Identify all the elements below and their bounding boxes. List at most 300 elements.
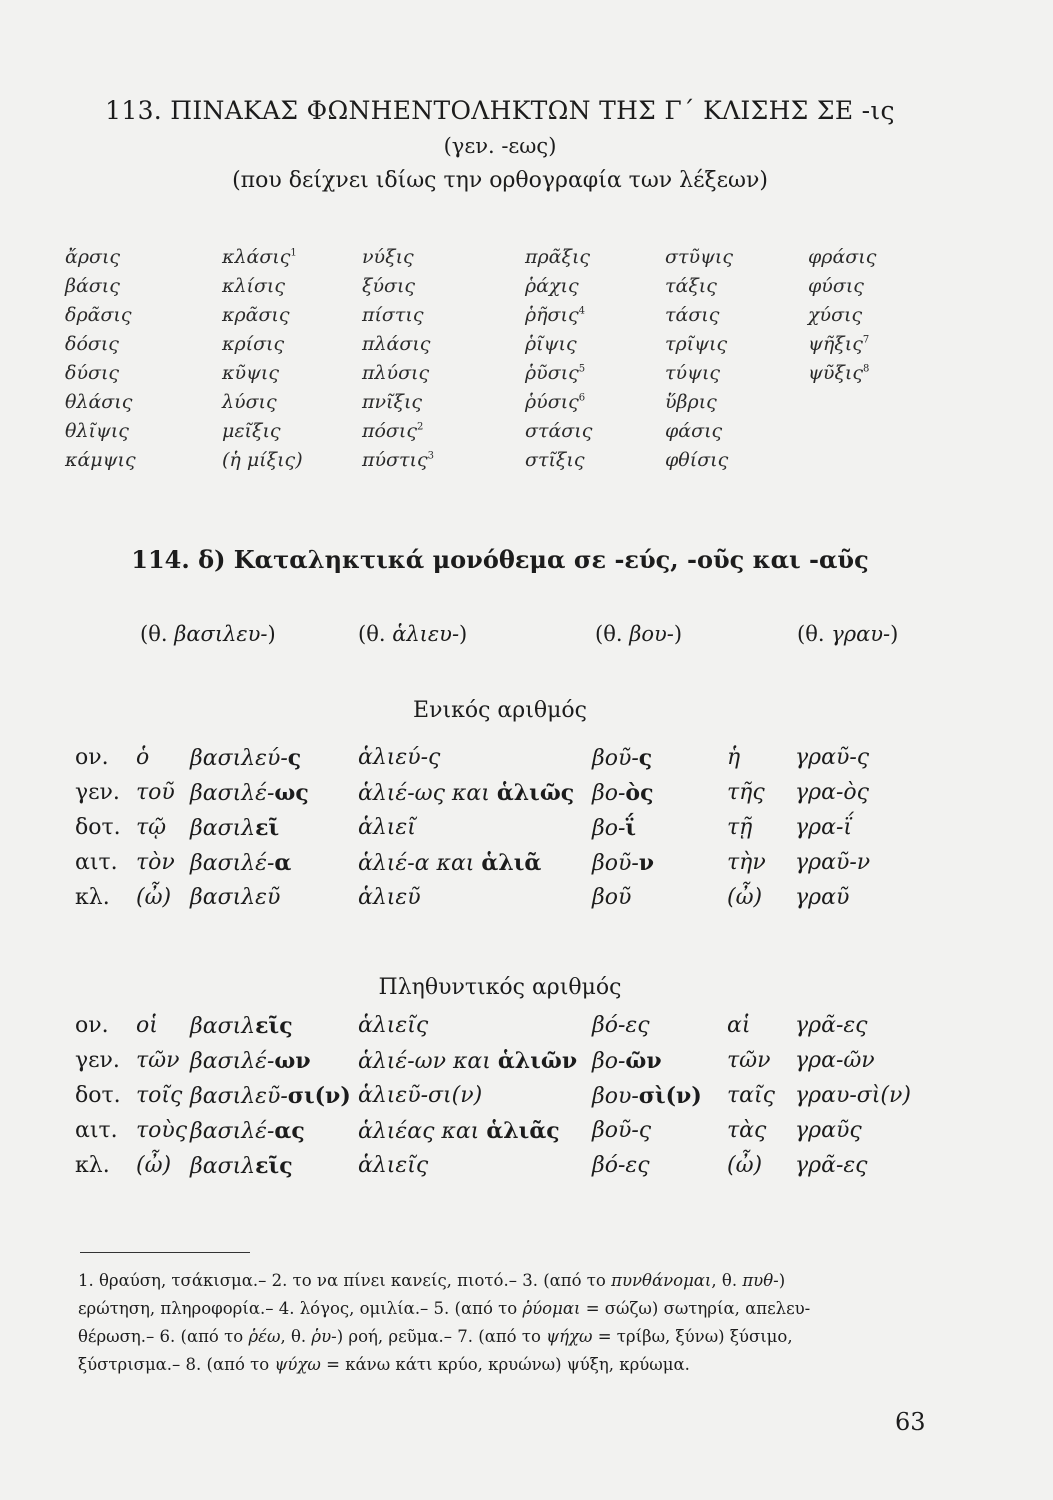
word-text: στάσις xyxy=(525,420,593,442)
word-entry xyxy=(362,449,434,471)
form-text: βο- xyxy=(592,816,626,841)
footnote-marker: 6 xyxy=(578,392,586,404)
form-halieus xyxy=(358,815,416,840)
word-entry xyxy=(665,362,720,384)
word-text: θλῖψις xyxy=(65,420,129,442)
form-bous xyxy=(592,1048,662,1074)
ending-bold: ων xyxy=(274,1048,311,1074)
word-entry xyxy=(362,275,415,297)
form-text: τὴν xyxy=(727,850,766,875)
form-text: (ὦ) xyxy=(136,885,172,910)
form-text: ἁλιεύ-ς xyxy=(358,745,441,770)
article-feminine xyxy=(727,1048,770,1073)
word-entry xyxy=(362,391,422,413)
article-feminine xyxy=(727,745,740,770)
form-text: τῷ xyxy=(136,815,167,840)
word-entry xyxy=(222,391,277,413)
form-text: τοῖς xyxy=(136,1083,183,1108)
word-text: ξύσις xyxy=(362,275,416,297)
footnote-marker: 1 xyxy=(290,247,297,259)
word-entry xyxy=(222,246,297,268)
word-text: τρῖψις xyxy=(665,333,728,355)
form-text: τοὺς xyxy=(136,1118,188,1143)
fn-italic: ῥύομαι xyxy=(522,1299,581,1318)
theme-halieu xyxy=(358,622,467,646)
word-entry xyxy=(665,391,717,413)
form-text: βοῦ- xyxy=(592,746,639,771)
form-text: γραῦ-ν xyxy=(795,850,871,875)
word-text: φύσις xyxy=(808,275,864,297)
footnote-marker: 4 xyxy=(578,305,585,317)
word-entry xyxy=(222,333,284,355)
page-number: 63 xyxy=(895,1408,926,1436)
case-label xyxy=(75,1048,120,1073)
ending-bold: ν xyxy=(638,850,655,876)
word-entry xyxy=(222,420,281,442)
form-basileus xyxy=(190,1013,293,1039)
theme-suffix: ) xyxy=(673,622,683,646)
form-text: γραῦς xyxy=(795,1118,862,1143)
theme-prefix: (θ. xyxy=(358,622,393,646)
form-text: ὁ xyxy=(136,745,150,770)
form-graus xyxy=(795,1013,868,1038)
form-basileus xyxy=(190,1048,311,1074)
word-entry xyxy=(525,333,577,355)
word-text: κλίσις xyxy=(222,275,286,297)
case-label xyxy=(75,1153,110,1178)
word-entry xyxy=(362,333,430,355)
form-text: ἁλιεῖ xyxy=(358,815,416,840)
form-graus xyxy=(795,1118,862,1143)
article xyxy=(136,815,166,840)
word-entry xyxy=(665,275,717,297)
form-bous xyxy=(592,745,652,771)
word-text: πύστις xyxy=(362,449,428,471)
form-graus xyxy=(795,885,849,910)
theme-prefix: (θ. xyxy=(797,622,832,646)
form-text: βασιλέ- xyxy=(190,1049,275,1074)
form-text: βασιλεῦ xyxy=(190,885,281,910)
form-text: βου- xyxy=(592,1084,639,1109)
word-text: θλάσις xyxy=(65,391,133,413)
word-text: φθίσις xyxy=(665,449,729,471)
fn-text: 1. θραύση, τσάκισμα.– 2. το να πίνει κανείς, πιοτό.– 3. (από το xyxy=(78,1271,612,1290)
word-text: κρᾶσις xyxy=(222,304,290,326)
form-text: βοῦ xyxy=(592,885,632,910)
word-entry xyxy=(665,246,733,268)
word-entry xyxy=(525,275,579,297)
form-text: (ὦ) xyxy=(136,1153,172,1178)
form-text: βασιλεῦ- xyxy=(190,1084,288,1109)
form-text: αιτ. xyxy=(75,850,118,875)
word-text: φράσις xyxy=(808,246,877,268)
footnote-marker: 3 xyxy=(427,450,434,462)
article xyxy=(136,1013,158,1038)
ending-bold: ΐ xyxy=(625,815,637,841)
word-text: δρᾶσις xyxy=(65,304,132,326)
form-text: κλ. xyxy=(75,1153,110,1178)
form-bous xyxy=(592,1153,650,1178)
section-114-title: 114. δ) Καταληκτικά μονόθεμα σε -εύς, -οῦς και -αῦς xyxy=(131,545,869,574)
word-text: βάσις xyxy=(65,275,120,297)
form-text: γρα-ὸς xyxy=(795,780,869,805)
footnote-line-2 xyxy=(78,1296,973,1321)
form-graus xyxy=(795,1083,911,1108)
footnote-line-4 xyxy=(78,1352,973,1377)
form-text: βασιλεύ- xyxy=(190,746,288,771)
fn-italic: πυθ- xyxy=(742,1271,779,1290)
form-text: βασιλέ- xyxy=(190,851,275,876)
form-text: βο- xyxy=(592,781,626,806)
ending-bold: ἁλιῶς xyxy=(496,780,575,806)
article-feminine xyxy=(727,1083,775,1108)
word-text: πλάσις xyxy=(362,333,431,355)
word-entry xyxy=(665,420,722,442)
case-label xyxy=(75,745,109,770)
article xyxy=(136,745,149,770)
section-113-title: 113. ΠΙΝΑΚΑΣ ΦΩΝΗΕΝΤΟΛΗΚΤΩΝ ΤΗΣ Γ΄ ΚΛΙΣΗΣ ΣΕ -ις xyxy=(105,96,895,125)
word-entry xyxy=(65,275,120,297)
word-entry xyxy=(808,362,869,384)
word-text: ῥῆσις xyxy=(525,304,579,326)
word-entry xyxy=(65,333,119,355)
word-text: πίστις xyxy=(362,304,424,326)
form-text: γρᾶ-ες xyxy=(795,1013,868,1038)
theme-prefix: (θ. xyxy=(140,622,175,646)
article-feminine xyxy=(727,1013,750,1038)
form-text: γραῦ xyxy=(795,885,850,910)
form-text: βό-ες xyxy=(592,1013,650,1038)
form-text: τῆς xyxy=(727,780,765,805)
theme-stem: γραυ- xyxy=(831,622,891,646)
form-text: βασιλ xyxy=(190,1014,256,1039)
form-basileus xyxy=(190,850,291,876)
form-text: γραυ-σὶ(ν) xyxy=(795,1083,911,1108)
form-text: ἁλιέ-ων και xyxy=(358,1049,498,1074)
ending-bold: σὶ(ν) xyxy=(638,1083,702,1109)
form-text: δοτ. xyxy=(75,815,121,840)
ending-bold: ὸς xyxy=(625,780,654,806)
article xyxy=(136,1083,182,1108)
article-feminine xyxy=(727,780,765,805)
form-text: γραῦ-ς xyxy=(795,745,870,770)
form-text: γρᾶ-ες xyxy=(795,1153,868,1178)
word-entry xyxy=(525,420,592,442)
ending-bold: εῖς xyxy=(255,1153,293,1179)
ending-bold: ς xyxy=(287,745,302,771)
ending-bold: ἁλιᾶς xyxy=(486,1118,560,1144)
form-halieus xyxy=(358,1153,428,1178)
word-text: ὕβρις xyxy=(665,391,717,413)
form-text: ἁλιέας και xyxy=(358,1119,487,1144)
ending-bold: ἁλιῶν xyxy=(497,1048,578,1074)
case-label xyxy=(75,780,120,805)
form-graus xyxy=(795,745,869,770)
word-text: ῥάχις xyxy=(525,275,579,297)
fn-text: = τρίβω, ξύνω) ξύσιμο, xyxy=(592,1327,793,1346)
form-text: αιτ. xyxy=(75,1118,118,1143)
form-text: τῇ xyxy=(727,815,753,840)
form-basileus xyxy=(190,780,309,806)
fn-italic: ῥυ- xyxy=(311,1327,337,1346)
word-entry xyxy=(65,362,119,384)
fn-text: ) xyxy=(778,1271,786,1290)
word-text: στῦψις xyxy=(665,246,734,268)
form-basileus xyxy=(190,1118,305,1144)
word-entry xyxy=(65,420,129,442)
word-text: πρᾶξις xyxy=(525,246,591,268)
theme-stem: ἁλιευ- xyxy=(392,622,460,646)
article-feminine xyxy=(727,815,752,840)
word-entry xyxy=(222,304,290,326)
article xyxy=(136,885,171,910)
word-text: χύσις xyxy=(808,304,863,326)
section-113-subtitle-genitive: (γεν. -εως) xyxy=(443,134,557,158)
form-basileus xyxy=(190,885,280,910)
case-label xyxy=(75,850,118,875)
theme-suffix: ) xyxy=(459,622,468,646)
article-feminine xyxy=(727,885,762,910)
word-text: κρίσις xyxy=(222,333,285,355)
word-text: ψῦξις xyxy=(808,362,864,384)
form-basileus xyxy=(190,815,279,841)
form-text: βασιλέ- xyxy=(190,781,275,806)
form-graus xyxy=(795,850,870,875)
word-entry xyxy=(525,391,585,413)
ending-bold: ῶν xyxy=(625,1048,662,1074)
footnote-marker: 7 xyxy=(862,334,870,346)
form-bous xyxy=(592,1083,702,1109)
word-text: ψῆξις xyxy=(808,333,863,355)
case-label xyxy=(75,815,121,840)
fn-italic: πυνθάνομαι xyxy=(611,1271,712,1290)
word-entry xyxy=(65,449,136,471)
case-label xyxy=(75,885,110,910)
form-text: ἁλιεῦ-σι(ν) xyxy=(358,1083,483,1108)
form-bous xyxy=(592,885,631,910)
footnote-marker: 2 xyxy=(417,421,424,433)
fn-text: ερώτηση, πληροφορία.– 4. λόγος, ομιλία.– 5. (από το xyxy=(78,1299,523,1318)
word-text: μεῖξις xyxy=(222,420,281,442)
word-text: κλάσις xyxy=(222,246,291,268)
word-entry xyxy=(362,420,423,442)
word-text: τάξις xyxy=(665,275,717,297)
word-text: πόσις xyxy=(362,420,417,442)
form-text: ἁλιέ-ως και xyxy=(358,781,497,806)
ending-bold: α xyxy=(274,850,292,876)
form-text: ἁλιεῦ xyxy=(358,885,421,910)
form-text: βοῦ- xyxy=(592,851,639,876)
fn-italic: ψύχω xyxy=(274,1355,321,1374)
footnote-marker: 8 xyxy=(863,363,870,375)
word-text: φάσις xyxy=(665,420,723,442)
word-entry xyxy=(222,275,285,297)
form-text: βασιλ xyxy=(190,1154,256,1179)
article-feminine xyxy=(727,850,766,875)
case-label xyxy=(75,1013,109,1038)
word-entry xyxy=(525,246,590,268)
form-basileus xyxy=(190,1153,293,1179)
form-bous xyxy=(592,815,636,841)
word-entry xyxy=(362,246,414,268)
singular-heading: Ενικός αριθμός xyxy=(413,698,587,723)
ending-bold: σι(ν) xyxy=(287,1083,351,1109)
form-text: γρα-ΐ xyxy=(795,815,852,840)
theme-bou xyxy=(595,622,682,646)
theme-stem: βασιλευ- xyxy=(174,622,268,646)
theme-suffix: ) xyxy=(267,622,276,646)
word-entry xyxy=(222,449,303,471)
section-113-subtitle-note: (που δείχνει ιδίως την ορθογραφία των λέξεων) xyxy=(232,168,768,193)
word-text: δύσις xyxy=(65,362,120,384)
word-entry xyxy=(525,304,585,326)
word-text: (ἡ μίξις) xyxy=(222,449,303,471)
theme-suffix: ) xyxy=(890,622,899,646)
article-feminine xyxy=(727,1118,766,1143)
form-text: ταῖς xyxy=(727,1083,775,1108)
plural-heading: Πληθυντικός αριθμός xyxy=(378,975,622,1000)
form-text: ἡ xyxy=(727,745,741,770)
ending-bold: εῖς xyxy=(255,1013,293,1039)
word-entry xyxy=(65,246,120,268)
word-entry xyxy=(808,275,864,297)
word-entry xyxy=(665,333,727,355)
form-text: αἱ xyxy=(727,1013,751,1038)
theme-stem: βου- xyxy=(629,622,674,646)
form-text: τὸν xyxy=(136,850,175,875)
word-text: ῥῦσις xyxy=(525,362,579,384)
word-text: ῥύσις xyxy=(525,391,579,413)
case-label xyxy=(75,1118,118,1143)
article xyxy=(136,1153,171,1178)
fn-text: ) ροή, ρεῦμα.– 7. (από το xyxy=(336,1327,547,1346)
word-text: πλύσις xyxy=(362,362,430,384)
form-text: ον. xyxy=(75,1013,109,1038)
word-text: πνῖξις xyxy=(362,391,423,413)
fn-italic: ῥέω xyxy=(248,1327,281,1346)
form-text: τῶν xyxy=(727,1048,771,1073)
form-text: τὰς xyxy=(727,1118,767,1143)
form-bous xyxy=(592,1118,651,1143)
form-text: ἁλιεῖς xyxy=(358,1013,429,1038)
ending-bold: ἁλιᾶ xyxy=(481,850,542,876)
form-halieus xyxy=(358,745,440,770)
ending-bold: ας xyxy=(274,1118,305,1144)
fn-text: = κάνω κάτι κρύο, κρυώνω) ψύξη, κρύωμα. xyxy=(320,1355,690,1374)
form-text: βοῦ-ς xyxy=(592,1118,652,1143)
form-text: ἁλιεῖς xyxy=(358,1153,429,1178)
form-text: ον. xyxy=(75,745,109,770)
word-entry xyxy=(362,304,424,326)
word-entry xyxy=(362,362,429,384)
article xyxy=(136,1118,187,1143)
fn-text: ξύστρισμα.– 8. (από το xyxy=(78,1355,275,1374)
form-graus xyxy=(795,780,869,805)
form-text: γρα-ῶν xyxy=(795,1048,875,1073)
theme-prefix: (θ. xyxy=(595,622,630,646)
form-graus xyxy=(795,1153,868,1178)
word-entry xyxy=(525,449,585,471)
article xyxy=(136,780,175,805)
word-text: τάσις xyxy=(665,304,720,326)
word-entry xyxy=(665,304,719,326)
form-halieus xyxy=(358,850,541,876)
word-entry xyxy=(808,333,869,355)
article xyxy=(136,850,175,875)
word-text: στῖξις xyxy=(525,449,585,471)
word-entry xyxy=(808,304,862,326)
word-entry xyxy=(525,362,585,384)
form-halieus xyxy=(358,1013,428,1038)
form-bous xyxy=(592,780,653,806)
word-entry xyxy=(222,362,279,384)
case-label xyxy=(75,1083,121,1108)
fn-text: θέρωση.– 6. (από το xyxy=(78,1327,249,1346)
form-text: βό-ες xyxy=(592,1153,650,1178)
word-entry xyxy=(665,449,728,471)
ending-bold: ς xyxy=(638,745,653,771)
ending-bold: εῖ xyxy=(255,815,280,841)
word-entry xyxy=(65,391,132,413)
form-bous xyxy=(592,1013,650,1038)
footnote-line-1 xyxy=(78,1268,973,1293)
form-text: γεν. xyxy=(75,1048,120,1073)
form-text: βασιλέ- xyxy=(190,1119,275,1144)
form-text: κλ. xyxy=(75,885,110,910)
fn-italic: ψήχω xyxy=(546,1327,593,1346)
form-basileus xyxy=(190,1083,351,1109)
form-text: (ὦ) xyxy=(727,885,763,910)
form-halieus xyxy=(358,780,574,806)
word-text: τύψις xyxy=(665,362,721,384)
form-graus xyxy=(795,815,852,840)
word-text: κάμψις xyxy=(65,449,136,471)
word-text: νύξις xyxy=(362,246,414,268)
theme-basileu xyxy=(140,622,276,646)
ending-bold: ως xyxy=(274,780,309,806)
word-text: λύσις xyxy=(222,391,277,413)
theme-grau xyxy=(797,622,898,646)
form-text: δοτ. xyxy=(75,1083,121,1108)
form-text: βασιλ xyxy=(190,816,256,841)
form-halieus xyxy=(358,1083,482,1108)
footnote-line-3 xyxy=(78,1324,973,1349)
form-text: ἁλιέ-α και xyxy=(358,851,482,876)
form-text: βο- xyxy=(592,1049,626,1074)
footnote-marker: 5 xyxy=(578,363,586,375)
form-basileus xyxy=(190,745,301,771)
form-text: γεν. xyxy=(75,780,120,805)
form-halieus xyxy=(358,1118,560,1144)
form-halieus xyxy=(358,1048,577,1074)
form-text: τῶν xyxy=(136,1048,180,1073)
word-text: κῦψις xyxy=(222,362,279,384)
fn-text: = σώζω) σωτηρία, απελευ- xyxy=(580,1299,811,1318)
form-graus xyxy=(795,1048,875,1073)
word-text: ἄρσις xyxy=(65,246,121,268)
footnote-divider xyxy=(80,1252,250,1253)
article xyxy=(136,1048,179,1073)
form-text: τοῦ xyxy=(136,780,175,805)
form-text: οἱ xyxy=(136,1013,158,1038)
word-text: δόσις xyxy=(65,333,119,355)
form-bous xyxy=(592,850,654,876)
word-text: ῥῖψις xyxy=(525,333,577,355)
word-entry xyxy=(65,304,132,326)
article-feminine xyxy=(727,1153,762,1178)
fn-text: , θ. xyxy=(280,1327,312,1346)
form-text: (ὦ) xyxy=(727,1153,763,1178)
